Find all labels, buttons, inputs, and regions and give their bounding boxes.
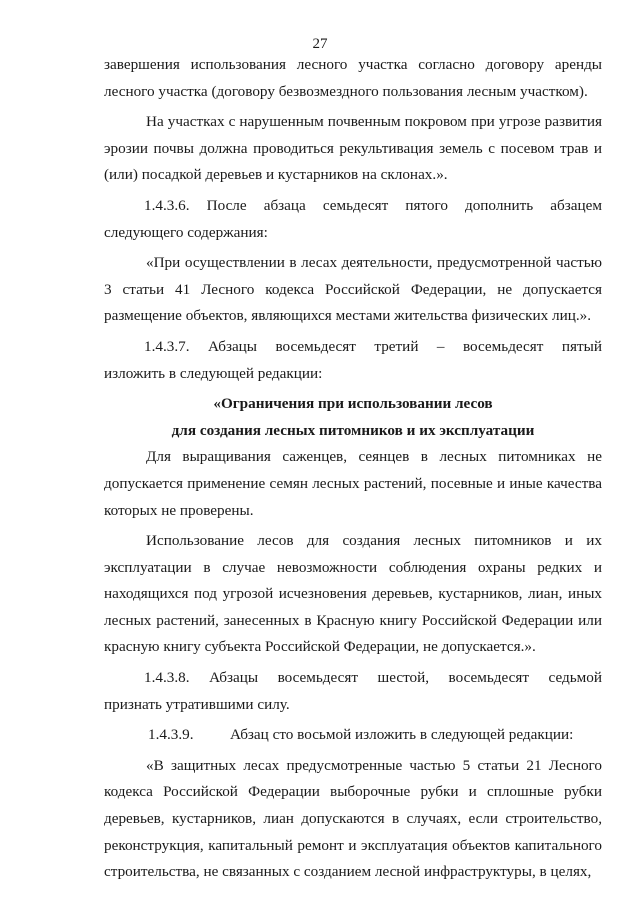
item-word: седьмой bbox=[548, 669, 602, 687]
item-word: восемьдесят bbox=[462, 337, 544, 355]
item-word: – bbox=[436, 337, 445, 355]
item-1-4-3-7 bbox=[104, 334, 602, 361]
item-word: восемьдесят bbox=[448, 669, 530, 687]
section-heading-line2: для создания лесных питомников и их эксплуатации bbox=[171, 421, 535, 439]
item-1-4-3-6 bbox=[104, 193, 602, 220]
item-number: 1.4.3.7. bbox=[144, 337, 190, 355]
item-word: абзацем bbox=[550, 196, 602, 214]
paragraph-recultivation: На участках с нарушенным почвенным покровом при угрозе развития эрозии почвы должна проводиться рекультивация земель с посевом трав и (или) посадкой деревьев и кустарников на склонах.». bbox=[104, 113, 602, 184]
item-continuation: признать утратившими силу. bbox=[104, 695, 290, 713]
item-word: шестой, bbox=[377, 669, 430, 687]
section-heading-line1: «Ограничения при использовании лесов bbox=[213, 395, 493, 413]
item-word: абзаца bbox=[263, 196, 306, 214]
item-word: После bbox=[206, 196, 247, 214]
item-1-4-3-8 bbox=[104, 665, 602, 692]
item-word: Абзацы bbox=[208, 337, 258, 355]
paragraph-continuation: завершения использования лесного участка согласно договору аренды лесного участка (договору безвозмездного пользования лесным участком). bbox=[104, 56, 602, 100]
paragraph-seedlings: Для выращивания саженцев, сеянцев в лесных питомниках не допускается применение семян лесных растений, посевные и иные качества которых не проверены. bbox=[104, 448, 602, 519]
item-1-4-3-9 bbox=[104, 722, 602, 749]
paragraph-quote-41: «При осуществлении в лесах деятельности, предусмотренной частью 3 статьи 41 Лесного кодекса Российской Федерации, не допускается размещение объектов, являющихся местами жительства физических лиц.». bbox=[104, 254, 602, 325]
item-word: Абзацы bbox=[209, 669, 259, 687]
item-number: 1.4.3.9. bbox=[148, 726, 194, 744]
item-word: семьдесят bbox=[322, 196, 389, 214]
item-continuation: следующего содержания: bbox=[104, 223, 268, 241]
item-word: дополнить bbox=[464, 196, 534, 214]
page-number: 27 bbox=[312, 36, 328, 52]
item-text: Абзац сто восьмой изложить в следующей редакции: bbox=[230, 726, 574, 744]
item-word: восемьдесят bbox=[275, 337, 356, 355]
item-number: 1.4.3.6. bbox=[144, 196, 190, 214]
item-continuation: изложить в следующей редакции: bbox=[104, 364, 323, 382]
paragraph-nurseries: Использование лесов для создания лесных питомников и их эксплуатации в случае невозможности соблюдения охраны редких и находящихся под угрозой исчезновения деревьев, кустарников, лиан, иных лесных растений, занесенных в Красную книгу Российской Федерации или красную книгу субъекта Российской Федерации, не допускается.». bbox=[104, 532, 602, 656]
item-number: 1.4.3.8. bbox=[144, 669, 190, 687]
paragraph-protective-forests: «В защитных лесах предусмотренные частью 5 статьи 21 Лесного кодекса Российской Федерации выборочные рубки и сплошные рубки деревьев, кустарников, лиан допускаются в случаях, если строительство, реконструкция, капитальный ремонт и эксплуатация объектов капитального строительства, не связанных с созданием лесной инфраструктуры, в целях, bbox=[104, 756, 602, 881]
item-word: восемьдесят bbox=[277, 669, 359, 687]
document-body bbox=[104, 52, 602, 886]
item-word: пятого bbox=[405, 196, 448, 214]
item-word: пятый bbox=[561, 337, 602, 355]
item-word: третий bbox=[374, 337, 419, 355]
